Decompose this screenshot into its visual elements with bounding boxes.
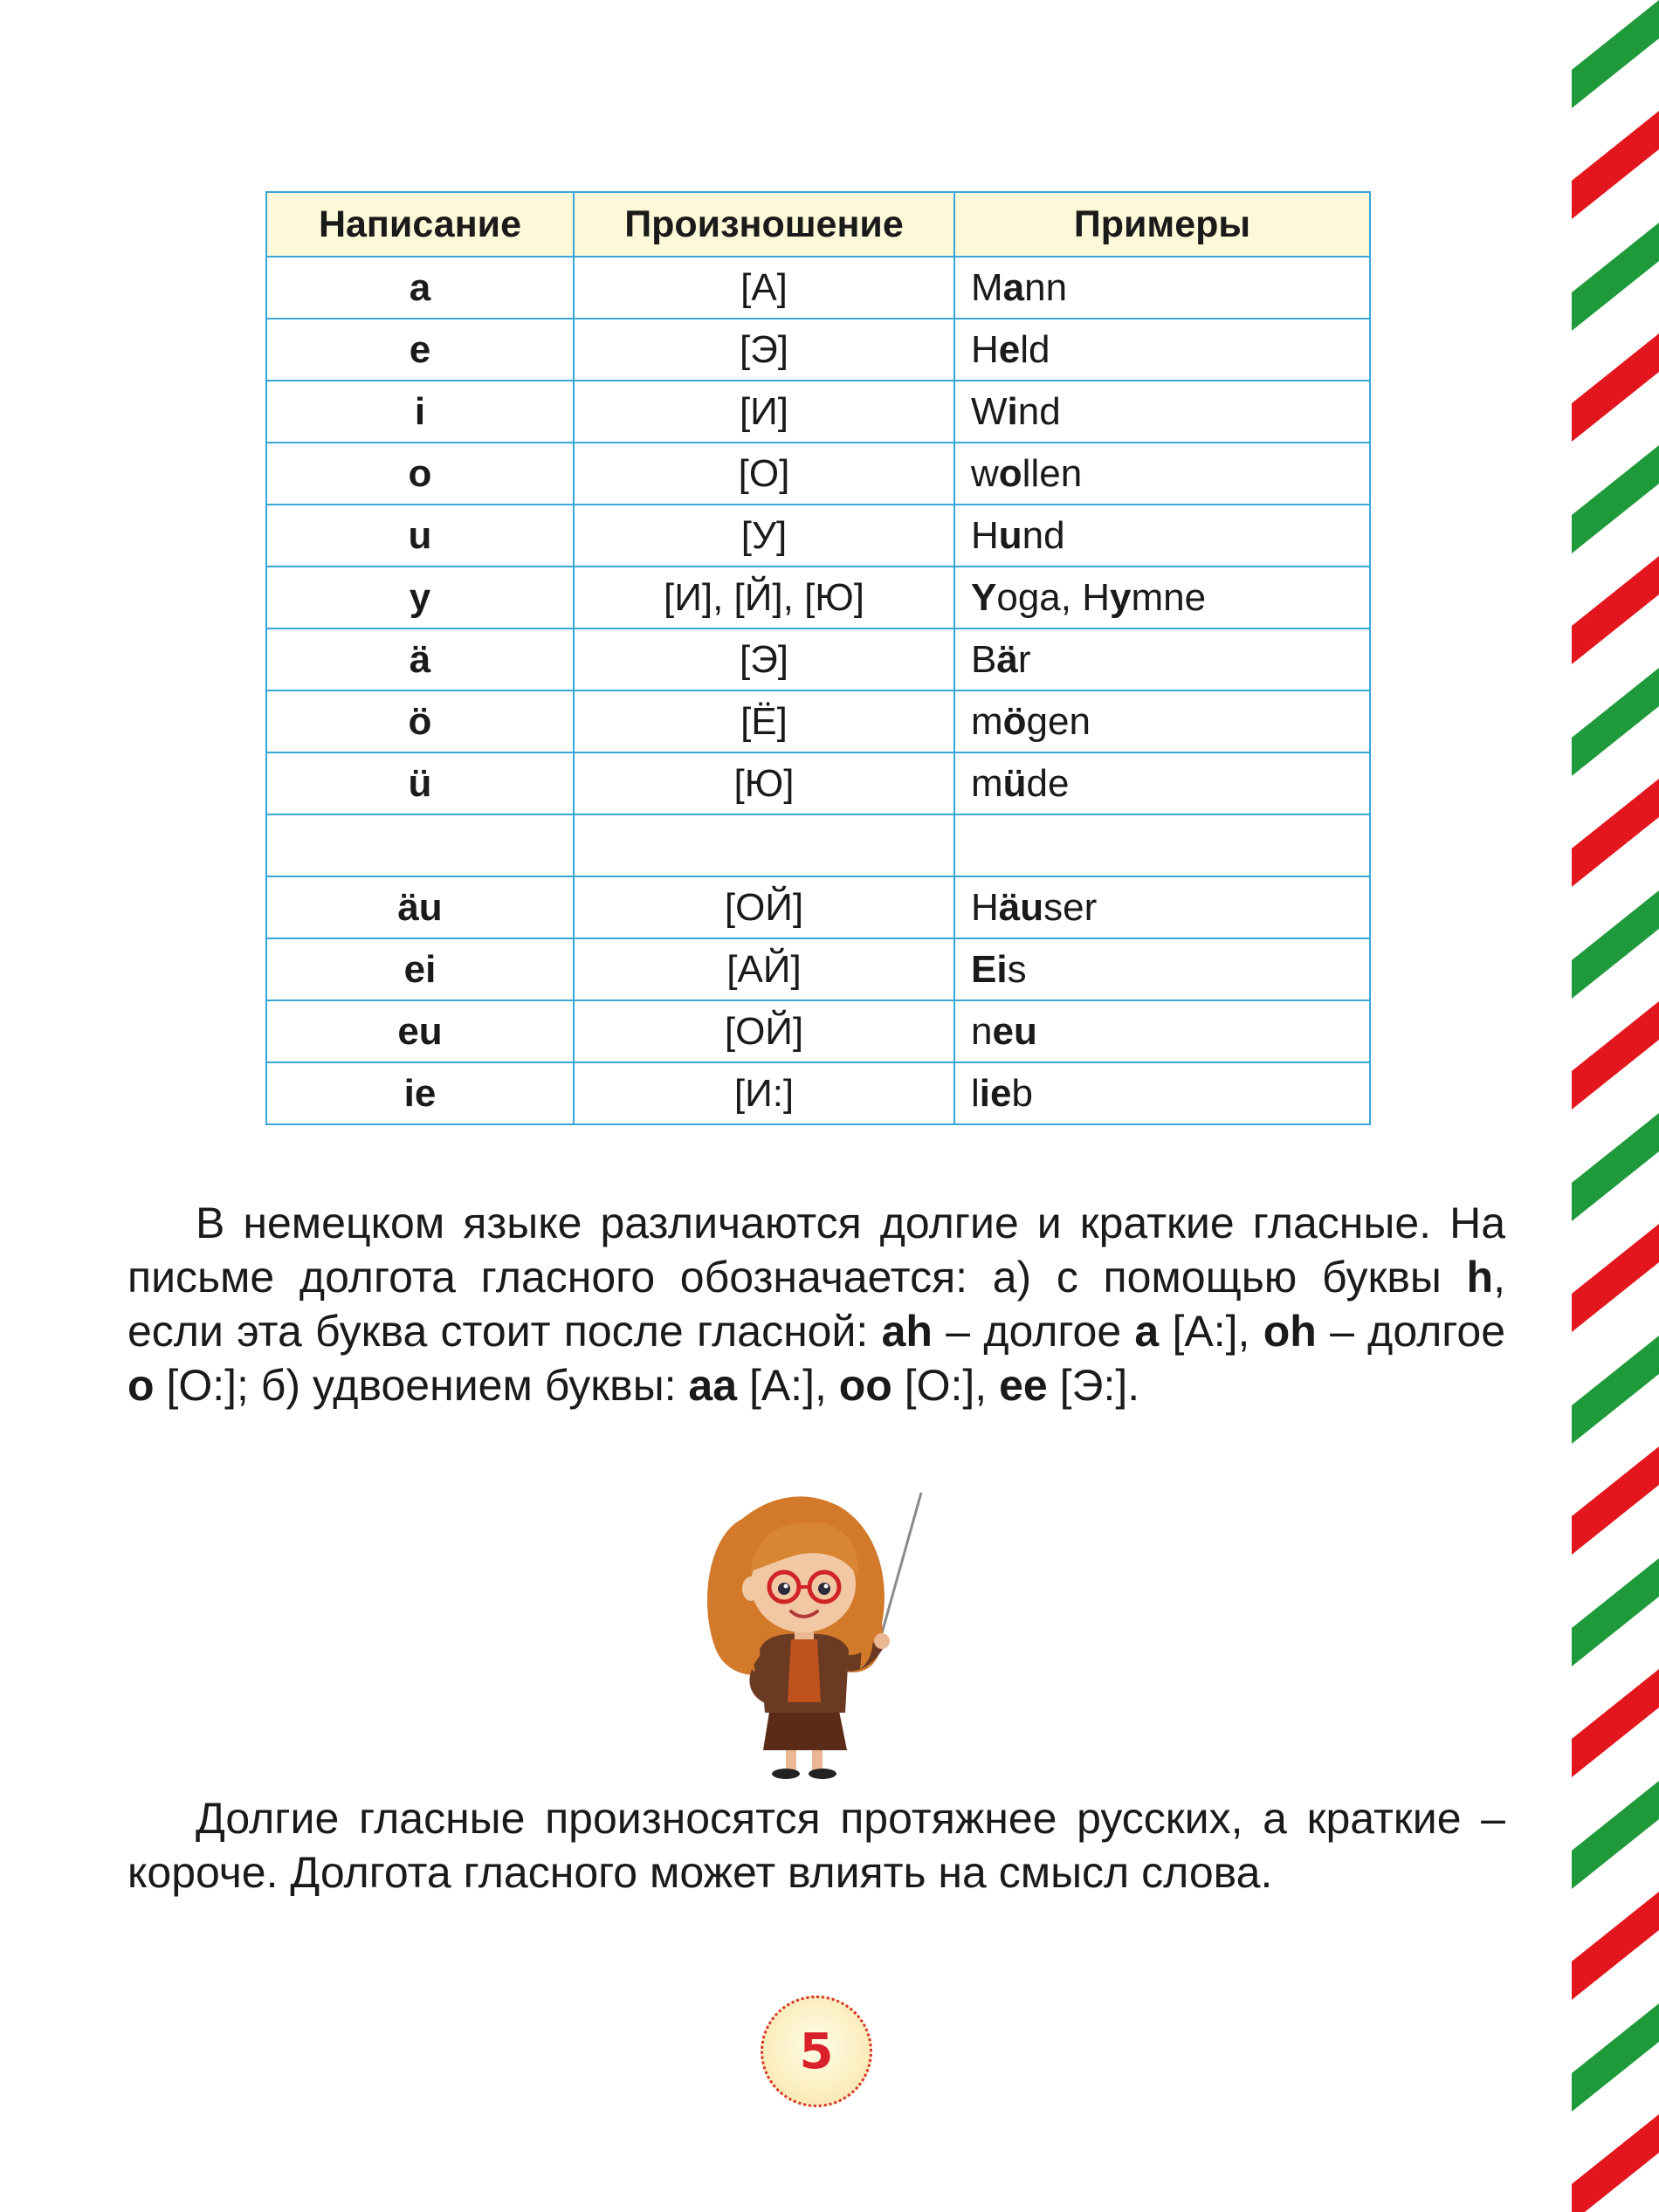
paragraph-text: – долгое bbox=[1316, 1307, 1505, 1356]
example-highlight: u bbox=[998, 513, 1022, 557]
example-text: H bbox=[971, 885, 999, 929]
table-row bbox=[266, 443, 1370, 505]
example-text: ld bbox=[1020, 327, 1050, 371]
header-examples: Примеры bbox=[954, 192, 1370, 257]
example-text: M bbox=[971, 265, 1003, 309]
example-text: nd bbox=[1017, 389, 1061, 433]
example-highlight: a bbox=[1002, 265, 1025, 309]
table-row bbox=[266, 752, 1370, 814]
header-spelling: Написание bbox=[266, 192, 574, 257]
example-text: oga, H bbox=[996, 575, 1110, 619]
spelling-cell: äu bbox=[266, 876, 574, 938]
example-text: W bbox=[971, 389, 1008, 433]
example-cell bbox=[954, 876, 1370, 938]
spelling-cell: e bbox=[266, 319, 574, 381]
example-text: n bbox=[971, 1009, 993, 1053]
paragraph-long-vowels bbox=[127, 1196, 1505, 1412]
spelling-cell: ei bbox=[266, 938, 574, 1000]
table-row bbox=[266, 938, 1370, 1000]
example-cell bbox=[954, 505, 1370, 567]
example-highlight: äu bbox=[998, 885, 1044, 929]
spelling-cell: y bbox=[266, 567, 574, 629]
pronunciation-cell: [АЙ] bbox=[574, 938, 954, 1000]
paragraph-text: [А:], bbox=[737, 1361, 839, 1410]
example-cell bbox=[954, 629, 1370, 690]
table-row bbox=[266, 1000, 1370, 1062]
pronunciation-cell: [ОЙ] bbox=[574, 876, 954, 938]
spelling-cell: ü bbox=[266, 752, 574, 814]
example-highlight: eu bbox=[992, 1009, 1037, 1053]
pronunciation-cell bbox=[574, 814, 954, 876]
paragraph-bold-term: aa bbox=[688, 1361, 738, 1410]
example-highlight: ie bbox=[979, 1071, 1012, 1115]
example-highlight: ü bbox=[1002, 761, 1027, 805]
teacher-illustration bbox=[690, 1484, 943, 1781]
example-cell bbox=[954, 752, 1370, 814]
table-row bbox=[266, 814, 1370, 876]
table-row bbox=[266, 505, 1370, 567]
pronunciation-cell: [А] bbox=[574, 257, 954, 319]
example-text: de bbox=[1026, 761, 1070, 805]
pronunciation-cell: [Э] bbox=[574, 319, 954, 381]
example-cell bbox=[954, 938, 1370, 1000]
example-cell bbox=[954, 319, 1370, 381]
table-row bbox=[266, 567, 1370, 629]
spelling-cell: a bbox=[266, 257, 574, 319]
example-text: B bbox=[971, 637, 997, 681]
paragraph-bold-term: oh bbox=[1263, 1307, 1317, 1356]
spelling-cell: i bbox=[266, 381, 574, 443]
table-row bbox=[266, 319, 1370, 381]
paragraph-bold-term: a bbox=[1134, 1307, 1160, 1356]
paragraph-bold-term: oo bbox=[838, 1361, 892, 1410]
example-cell bbox=[954, 814, 1370, 876]
pronunciation-cell: [ОЙ] bbox=[574, 1000, 954, 1062]
striped-border-decoration bbox=[1572, 0, 1659, 2212]
vowel-table bbox=[265, 191, 1371, 1125]
table-row bbox=[266, 690, 1370, 752]
example-cell bbox=[954, 1062, 1370, 1124]
example-text: b bbox=[1011, 1071, 1033, 1115]
pronunciation-cell: [И:] bbox=[574, 1062, 954, 1124]
example-text: r bbox=[1017, 637, 1031, 681]
example-text: l bbox=[971, 1071, 980, 1115]
example-text: H bbox=[971, 513, 999, 557]
spelling-cell: ie bbox=[266, 1062, 574, 1124]
pronunciation-cell: [Ю] bbox=[574, 752, 954, 814]
spelling-cell: eu bbox=[266, 1000, 574, 1062]
table-body bbox=[266, 257, 1370, 1124]
paragraph-long-short-vowels: Долгие гласные произносятся протяжнее русских, а краткие – короче. Долгота гласного может влиять на смысл слова. bbox=[127, 1794, 1505, 1897]
example-cell bbox=[954, 567, 1370, 629]
example-highlight: ä bbox=[996, 637, 1018, 681]
paragraph-text: – долгое bbox=[932, 1307, 1135, 1356]
example-text: H bbox=[971, 327, 999, 371]
header-pronunciation: Произношение bbox=[574, 192, 954, 257]
example-text: ser bbox=[1043, 885, 1098, 929]
example-cell bbox=[954, 1000, 1370, 1062]
page-number: 5 bbox=[799, 2023, 834, 2080]
example-highlight: o bbox=[998, 451, 1022, 495]
pronunciation-cell: [О] bbox=[574, 443, 954, 505]
spelling-cell: ö bbox=[266, 690, 574, 752]
example-highlight: Ei bbox=[971, 947, 1008, 991]
example-text: nn bbox=[1024, 265, 1068, 309]
example-text: m bbox=[971, 699, 1003, 743]
example-highlight: i bbox=[1007, 389, 1018, 433]
table-row bbox=[266, 629, 1370, 690]
table-row bbox=[266, 1062, 1370, 1124]
example-cell bbox=[954, 690, 1370, 752]
example-cell bbox=[954, 257, 1370, 319]
paragraph-text: В немецком языке различаются долгие и краткие гласные. На письме долгота гласного обозначается: а) с помощью буквы bbox=[127, 1199, 1505, 1302]
example-highlight: Y bbox=[971, 575, 997, 619]
paragraph-text: [О:], bbox=[891, 1361, 1000, 1410]
table-header-row bbox=[266, 192, 1370, 257]
paragraph-text: [Э:]. bbox=[1047, 1361, 1140, 1410]
pronunciation-cell: [У] bbox=[574, 505, 954, 567]
example-text: gen bbox=[1026, 699, 1091, 743]
pronunciation-cell: [Ё] bbox=[574, 690, 954, 752]
spelling-cell: o bbox=[266, 443, 574, 505]
table-row bbox=[266, 381, 1370, 443]
page-number-badge bbox=[761, 1996, 872, 2107]
example-highlight: y bbox=[1110, 575, 1132, 619]
example-highlight: e bbox=[998, 327, 1021, 371]
example-cell bbox=[954, 381, 1370, 443]
example-text: w bbox=[971, 451, 999, 495]
example-text: nd bbox=[1022, 513, 1065, 557]
paragraph-text: , если эта буква стоит после гласной: bbox=[127, 1253, 1505, 1356]
paragraph-bold-term: h bbox=[1466, 1253, 1494, 1302]
example-highlight: ö bbox=[1002, 699, 1027, 743]
spelling-cell bbox=[266, 814, 574, 876]
example-text: m bbox=[971, 761, 1003, 805]
example-cell bbox=[954, 443, 1370, 505]
paragraph-bold-term: o bbox=[127, 1361, 155, 1410]
paragraph-text: [О:]; б) удвоением буквы: bbox=[154, 1361, 689, 1410]
paragraph-bold-term: ah bbox=[881, 1307, 933, 1356]
example-text: llen bbox=[1022, 451, 1083, 495]
spelling-cell: ä bbox=[266, 629, 574, 690]
example-text: s bbox=[1007, 947, 1027, 991]
pronunciation-cell: [И], [Й], [Ю] bbox=[574, 567, 954, 629]
table-row bbox=[266, 876, 1370, 938]
spelling-cell: u bbox=[266, 505, 574, 567]
example-text: mne bbox=[1131, 575, 1207, 619]
table-row bbox=[266, 257, 1370, 319]
pronunciation-cell: [И] bbox=[574, 381, 954, 443]
pronunciation-cell: [Э] bbox=[574, 629, 954, 690]
paragraph-text: [А:], bbox=[1159, 1307, 1263, 1356]
paragraph-bold-term: ee bbox=[999, 1361, 1048, 1410]
